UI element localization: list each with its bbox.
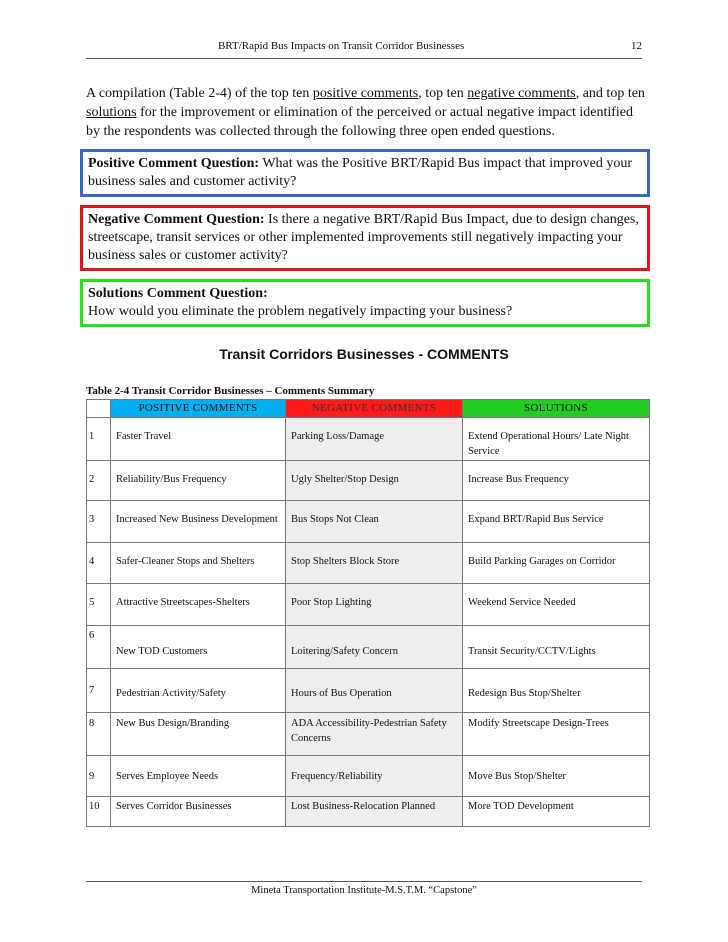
intro-paragraph: [86, 84, 646, 141]
table-row: [87, 501, 650, 543]
header-positive: POSITIVE COMMENTS: [111, 400, 286, 418]
row-number: 3: [87, 501, 111, 543]
solutions-question-box: [80, 279, 650, 327]
solution-cell: Extend Operational Hours/ Late Night Service: [463, 418, 650, 461]
table-row: [87, 713, 650, 756]
positive-cell: Safer-Cleaner Stops and Shelters: [111, 543, 286, 584]
section-title: Transit Corridors Businesses - COMMENTS: [219, 346, 509, 362]
negative-question-text: Is there a negative BRT/Rapid Bus Impact, due to design changes, streetscape, transit services or other implemented improvements still negatively impacting your business sales or customer activity?: [88, 212, 639, 263]
negative-cell: Hours of Bus Operation: [286, 669, 463, 713]
table-row: [87, 756, 650, 797]
negative-cell: Stop Shelters Block Store: [286, 543, 463, 584]
negative-cell: Ugly Shelter/Stop Design: [286, 461, 463, 501]
row-number: 1: [87, 418, 111, 461]
positive-question-text: What was the Positive BRT/Rapid Bus impact that improved your business sales and customer activity?: [88, 156, 633, 189]
header-rule: [86, 58, 642, 59]
negative-cell: Parking Loss/Damage: [286, 418, 463, 461]
comments-summary-table: [86, 399, 650, 827]
row-number: 10: [87, 797, 111, 827]
table-header-row: [87, 400, 650, 418]
table-row: [87, 669, 650, 713]
table-row: [87, 626, 650, 669]
solution-cell: Weekend Service Needed: [463, 584, 650, 626]
solution-cell: More TOD Development: [463, 797, 650, 827]
table-row: [87, 543, 650, 584]
positive-cell: Attractive Streetscapes-Shelters: [111, 584, 286, 626]
solution-cell: Redesign Bus Stop/Shelter: [463, 669, 650, 713]
positive-cell: Serves Corridor Businesses: [111, 797, 286, 827]
negative-cell: Loitering/Safety Concern: [286, 626, 463, 669]
solution-cell: Expand BRT/Rapid Bus Service: [463, 501, 650, 543]
intro-solutions: solutions: [86, 105, 137, 120]
row-number: 2: [87, 461, 111, 501]
row-number: 9: [87, 756, 111, 797]
positive-question-label: Positive Comment Question:: [88, 156, 260, 171]
negative-cell: Frequency/Reliability: [286, 756, 463, 797]
intro-text-1: A compilation (Table 2-4) of the top ten: [86, 86, 313, 101]
row-number: 4: [87, 543, 111, 584]
table-row: [87, 461, 650, 501]
negative-question-box: [80, 205, 650, 271]
positive-cell: Increased New Business Development: [111, 501, 286, 543]
footer-text: Mineta Transportation Institute-M.S.T.M. “Capstone”: [251, 885, 477, 896]
solution-cell: Increase Bus Frequency: [463, 461, 650, 501]
footer-rule: [86, 881, 642, 882]
intro-text-2: , top ten: [418, 86, 468, 101]
negative-question-label: Negative Comment Question:: [88, 212, 265, 227]
positive-cell: New Bus Design/Branding: [111, 713, 286, 756]
solution-cell: Modify Streetscape Design-Trees: [463, 713, 650, 756]
intro-positive-comments: positive comments: [312, 86, 419, 101]
header-number-cell: [87, 400, 111, 418]
row-number: 7: [87, 669, 111, 713]
running-header-title: BRT/Rapid Bus Impacts on Transit Corridor Businesses: [218, 40, 465, 52]
positive-cell: Pedestrian Activity/Safety: [111, 669, 286, 713]
intro-negative-comments: negative comments: [467, 86, 576, 101]
table-row: [87, 797, 650, 827]
row-number: 6: [87, 626, 111, 669]
solutions-question-label: Solutions Comment Question:: [88, 286, 268, 301]
row-number: 8: [87, 713, 111, 756]
header-negative: NEGATIVE COMMENTS: [286, 400, 463, 418]
negative-cell: Lost Business-Relocation Planned: [286, 797, 463, 827]
positive-cell: Faster Travel: [111, 418, 286, 461]
table-row: [87, 418, 650, 461]
page-number: 12: [631, 40, 642, 52]
header-solutions: SOLUTIONS: [463, 400, 650, 418]
negative-cell: Bus Stops Not Clean: [286, 501, 463, 543]
intro-text-4: for the improvement or elimination of the perceived or actual negative impact identified by the respondents was collected through the following three open ended questions.: [86, 105, 634, 139]
solutions-question-text: How would you eliminate the problem negatively impacting your business?: [88, 304, 513, 319]
table-caption: Table 2-4 Transit Corridor Businesses – Comments Summary: [86, 385, 375, 397]
table-row: [87, 584, 650, 626]
positive-cell: New TOD Customers: [111, 626, 286, 669]
solution-cell: Build Parking Garages on Corridor: [463, 543, 650, 584]
negative-cell: ADA Accessibility-Pedestrian Safety Concerns: [286, 713, 463, 756]
positive-cell: Serves Employee Needs: [111, 756, 286, 797]
intro-text-3: , and top ten: [575, 86, 645, 101]
solution-cell: Transit Security/CCTV/Lights: [463, 626, 650, 669]
positive-cell: Reliability/Bus Frequency: [111, 461, 286, 501]
positive-question-box: [80, 149, 650, 197]
row-number: 5: [87, 584, 111, 626]
negative-cell: Poor Stop Lighting: [286, 584, 463, 626]
solution-cell: Move Bus Stop/Shelter: [463, 756, 650, 797]
